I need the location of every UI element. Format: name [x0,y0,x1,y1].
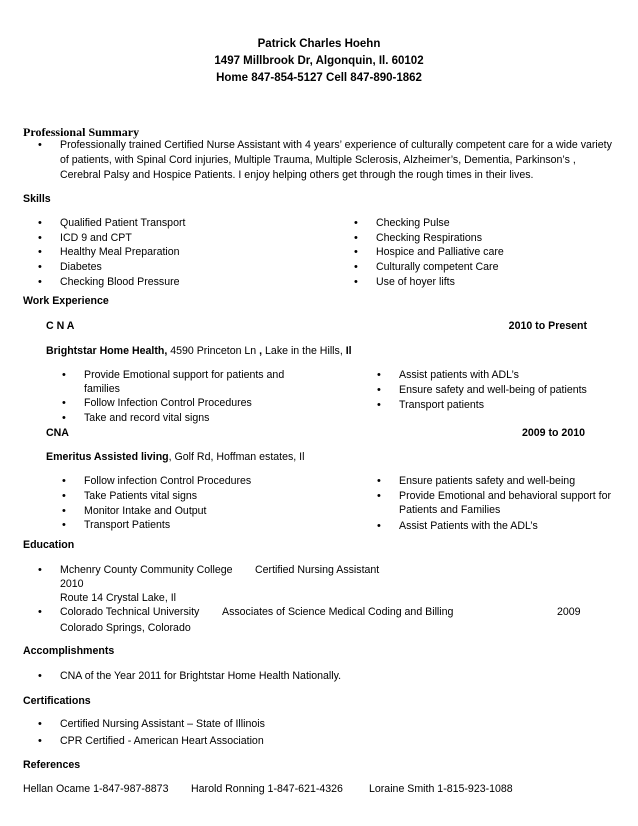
accomplishment-item: • CNA of the Year 2011 for Brightstar Home Health Nationally. [60,670,341,682]
education-year: 2010 [60,578,84,590]
reference-item: Loraine Smith 1-815-923-1088 [369,783,513,795]
duty-item: • Provide Emotional and behavioral support for [399,490,611,502]
job-location: Lake in the Hills, [262,345,343,357]
duty-item: • Transport Patients [84,519,170,531]
job-location: 4590 Princeton Ln [167,345,257,357]
duty-item: • Take Patients vital signs [84,490,197,502]
education-year: 2009 [557,606,581,618]
education-heading: Education [23,539,75,551]
duty-item: • Ensure patients safety and well-being [399,475,575,487]
reference-item: Harold Ronning 1-847-621-4326 [191,783,343,795]
summary-line: • Professionally trained Certified Nurse Assistant with 4 years’ experience of culturally competent care for a wide variety [60,139,612,151]
certification-item: • CPR Certified - American Heart Association [60,735,264,747]
duty-item: • Assist patients with ADL’s [399,369,519,381]
job-location: , Golf Rd, Hoffman estates, Il [168,451,305,463]
skill-item: • Qualified Patient Transport [60,217,185,229]
duty-item-continued: families [84,383,120,395]
education-school: • Mchenry County Community College [60,564,233,576]
duty-item: • Follow infection Control Procedures [84,475,251,487]
job-location-separator: , [256,345,263,357]
job-employer: Emeritus Assisted living [46,451,169,463]
job-dates: 2009 to 2010 [521,427,585,439]
job-location-state: Il [342,345,352,357]
duty-item: • Assist Patients with the ADL’s [399,520,538,532]
education-school: • Colorado Technical University [60,606,199,618]
duty-item: • Transport patients [399,399,484,411]
summary-line: Cerebral Palsy and Hospice Patients. I enjoy helping others get through the rough times in their lives. [60,169,534,181]
skill-item: • Diabetes [60,261,102,273]
job-title: CNA [46,427,69,439]
certification-item: • Certified Nursing Assistant – State of Illinois [60,718,265,730]
skill-item: • Use of hoyer lifts [376,276,455,288]
reference-item: Hellan Ocame 1-847-987-8873 [23,783,169,795]
resume-address: 1497 Millbrook Dr, Algonquin, Il. 60102 [214,55,424,67]
job-employer-line [46,451,304,463]
resume-name: Patrick Charles Hoehn [257,38,381,50]
skill-item: • Healthy Meal Preparation [60,246,180,258]
job-employer: Brightstar Home Health, [46,345,168,357]
resume-phones: Home 847-854-5127 Cell 847-890-1862 [216,72,422,84]
skills-heading: Skills [23,193,51,205]
certifications-heading: Certifications [23,695,91,707]
job-title: C N A [46,320,75,332]
references-heading: References [23,759,81,771]
education-degree: Certified Nursing Assistant [255,564,380,576]
education-address: Route 14 Crystal Lake, Il [60,592,176,604]
accomplishments-heading: Accomplishments [23,645,115,657]
skill-item: • Checking Blood Pressure [60,276,180,288]
education-degree: Associates of Science Medical Coding and Billing [222,606,454,618]
duty-item-continued: Patients and Families [399,504,501,516]
skill-item: • Hospice and Palliative care [376,246,504,258]
duty-item: • Provide Emotional support for patients and [84,369,284,381]
summary-heading: Professional Summary [23,125,140,139]
duty-item: • Ensure safety and well-being of patients [399,384,587,396]
duty-item: • Monitor Intake and Output [84,505,207,517]
skill-item: • Checking Pulse [376,217,450,229]
education-address: Colorado Springs, Colorado [60,622,191,634]
skill-item: • Checking Respirations [376,232,482,244]
skill-item: • Culturally competent Care [376,261,498,273]
duty-item: • Follow Infection Control Procedures [84,397,252,409]
job-dates: 2010 to Present [508,320,587,332]
summary-line: of patients, with Spinal Cord injuries, Multiple Trauma, Multiple Sclerosis, Alzheimer’s, Dementia, Parkinson’s , [60,154,576,166]
job-employer-line [46,345,352,357]
duty-item: • Take and record vital signs [84,412,209,424]
work-heading: Work Experience [23,295,109,307]
skill-item: • ICD 9 and CPT [60,232,132,244]
